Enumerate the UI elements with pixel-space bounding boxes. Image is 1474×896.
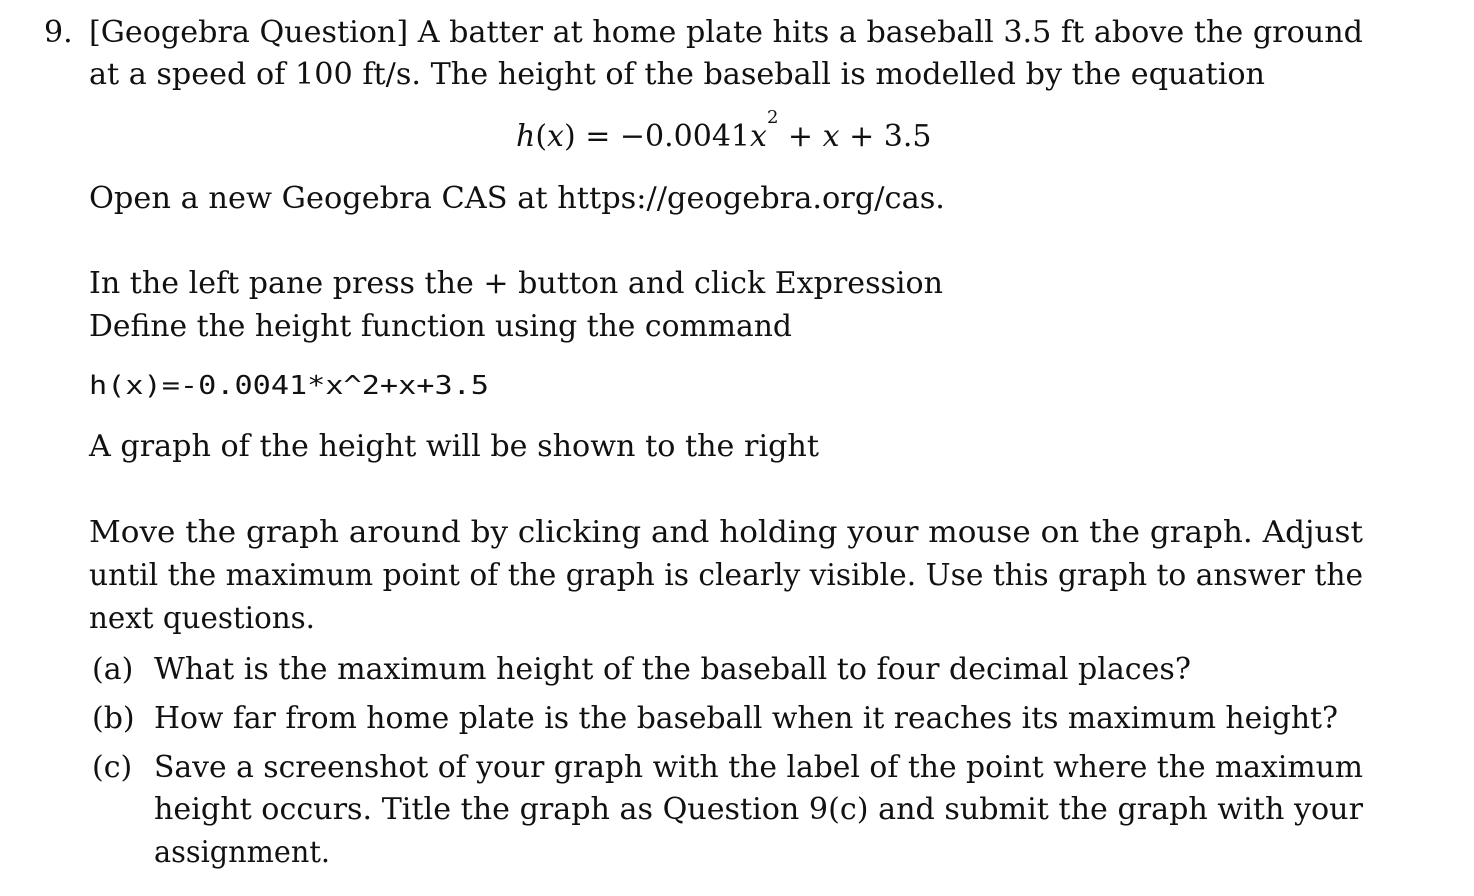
eq-close-paren: ) bbox=[563, 119, 576, 154]
move-line-1: Move the graph around by clicking and holding your mouse on the graph. Adjust bbox=[89, 515, 1363, 550]
eq-exponent: 2 bbox=[766, 107, 779, 128]
eq-plus: + bbox=[778, 119, 823, 154]
part-a-text: What is the maximum height of the baseball to four decimal places? bbox=[154, 652, 1191, 687]
intro-line-1: [Geogebra Question] A batter at home plate hits a baseball 3.5 ft above the ground bbox=[89, 15, 1363, 50]
graph-shown-text: A graph of the height will be shown to the right bbox=[89, 429, 819, 464]
part-a-label: (a) bbox=[92, 652, 134, 687]
eq-x2: x bbox=[822, 119, 840, 154]
open-cas-instruction: Open a new Geogebra CAS at https://geogebra.org/cas. bbox=[89, 181, 945, 216]
part-c-text-line-2: height occurs. Title the graph as Question 9(c) and submit the graph with your bbox=[154, 792, 1363, 827]
part-b-text: How far from home plate is the baseball when it reaches its maximum height? bbox=[154, 701, 1338, 736]
part-c-text-line-3: assignment. bbox=[154, 835, 330, 870]
move-line-2: until the maximum point of the graph is clearly visible. Use this graph to answer the bbox=[89, 558, 1364, 593]
eq-equals-coef: = −0.0041 bbox=[575, 119, 751, 154]
move-line-3: next questions. bbox=[89, 601, 316, 636]
intro-line-2: at a speed of 100 ft/s. The height of the baseball is modelled by the equation bbox=[89, 57, 1266, 92]
part-c-label: (c) bbox=[92, 750, 133, 785]
question-number: 9. bbox=[44, 15, 73, 50]
left-pane-instruction: In the left pane press the + button and click Expression bbox=[89, 266, 944, 301]
eq-x1: x bbox=[750, 119, 767, 154]
part-b-label: (b) bbox=[92, 701, 135, 736]
eq-open-paren: ( bbox=[535, 119, 548, 154]
part-c-text-line-1: Save a screenshot of your graph with the label of the point where the maximum bbox=[154, 750, 1364, 785]
eq-func: h bbox=[516, 119, 536, 154]
eq-tail: + 3.5 bbox=[839, 119, 932, 154]
define-instruction: Define the height function using the command bbox=[89, 309, 792, 344]
height-equation bbox=[516, 107, 932, 154]
eq-var: x bbox=[547, 119, 564, 154]
geogebra-command: h(x)=-0.0041*x^2+x+3.5 bbox=[89, 371, 489, 401]
